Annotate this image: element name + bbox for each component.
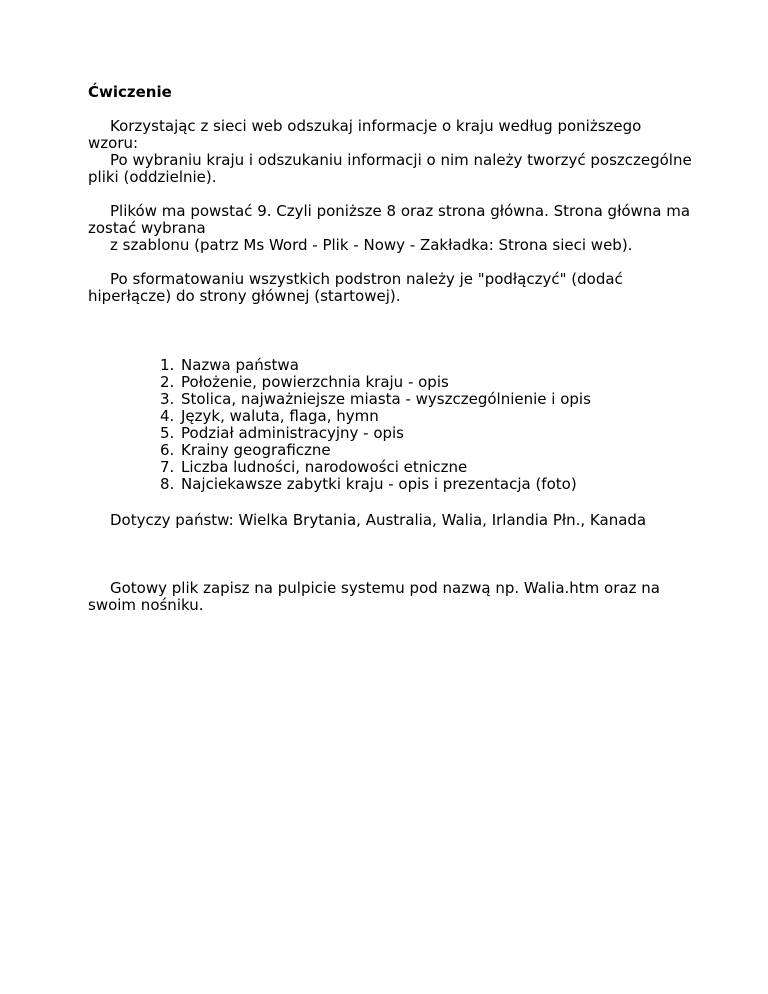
list-item [88, 442, 591, 459]
paragraph-save [88, 580, 738, 614]
paragraph-line: Gotowy plik zapisz na pulpicie systemu pod nazwą np. Walia.htm oraz na [110, 579, 660, 597]
paragraph-line: hiperłącze) do strony głównej (startowej). [88, 287, 401, 305]
paragraph-line: Dotyczy państw: Wielka Brytania, Australia, Walia, Irlandia Płn., Kanada [110, 511, 647, 529]
list-item [88, 459, 591, 476]
document-title: Ćwiczenie [88, 83, 172, 101]
paragraph-line: pliki (oddzielnie). [88, 168, 217, 186]
list-item [88, 357, 591, 374]
paragraph-file-count [88, 203, 738, 254]
list-number: 3. [160, 390, 175, 408]
paragraph-line: Po wybraniu kraju i odszukaniu informacji o nim należy tworzyć poszczególne [110, 151, 692, 169]
paragraph-line: Po sformatowaniu wszystkich podstron należy je "podłączyć" (dodać [110, 270, 623, 288]
list-text: Krainy geograficzne [181, 441, 331, 459]
list-text: Najciekawsze zabytki kraju - opis i prezentacja (foto) [181, 475, 577, 493]
list-number: 8. [160, 475, 175, 493]
list-text: Nazwa państwa [181, 356, 299, 374]
list-text: Język, waluta, flaga, hymn [181, 407, 379, 425]
list-text: Podział administracyjny - opis [181, 424, 405, 442]
paragraph-line: Plików ma powstać 9. Czyli poniższe 8 oraz strona główna. Strona główna ma [110, 202, 691, 220]
list-number: 1. [160, 356, 175, 374]
list-item [88, 391, 591, 408]
paragraph-line: zostać wybrana [88, 219, 206, 237]
list-number: 5. [160, 424, 175, 442]
paragraph-line: Korzystając z sieci web odszukaj informacje o kraju według poniższego [110, 117, 642, 135]
list-item [88, 408, 591, 425]
paragraph-line: wzoru: [88, 134, 139, 152]
list-item [88, 425, 591, 442]
list-text: Stolica, najważniejsze miasta - wyszczególnienie i opis [181, 390, 591, 408]
list-number: 2. [160, 373, 175, 391]
paragraph-line: swoim nośniku. [88, 596, 204, 614]
list-item [88, 374, 591, 391]
list-number: 6. [160, 441, 175, 459]
list-number: 4. [160, 407, 175, 425]
list-text: Liczba ludności, narodowości etniczne [181, 458, 468, 476]
paragraph-line: z szablonu (patrz Ms Word - Plik - Nowy - Zakładka: Strona sieci web). [110, 236, 633, 254]
paragraph-hyperlink [88, 271, 738, 305]
list-text: Położenie, powierzchnia kraju - opis [181, 373, 449, 391]
topics-list [88, 357, 591, 493]
list-item [88, 476, 591, 493]
paragraph-countries [88, 512, 738, 529]
paragraph-instructions [88, 118, 738, 186]
list-number: 7. [160, 458, 175, 476]
